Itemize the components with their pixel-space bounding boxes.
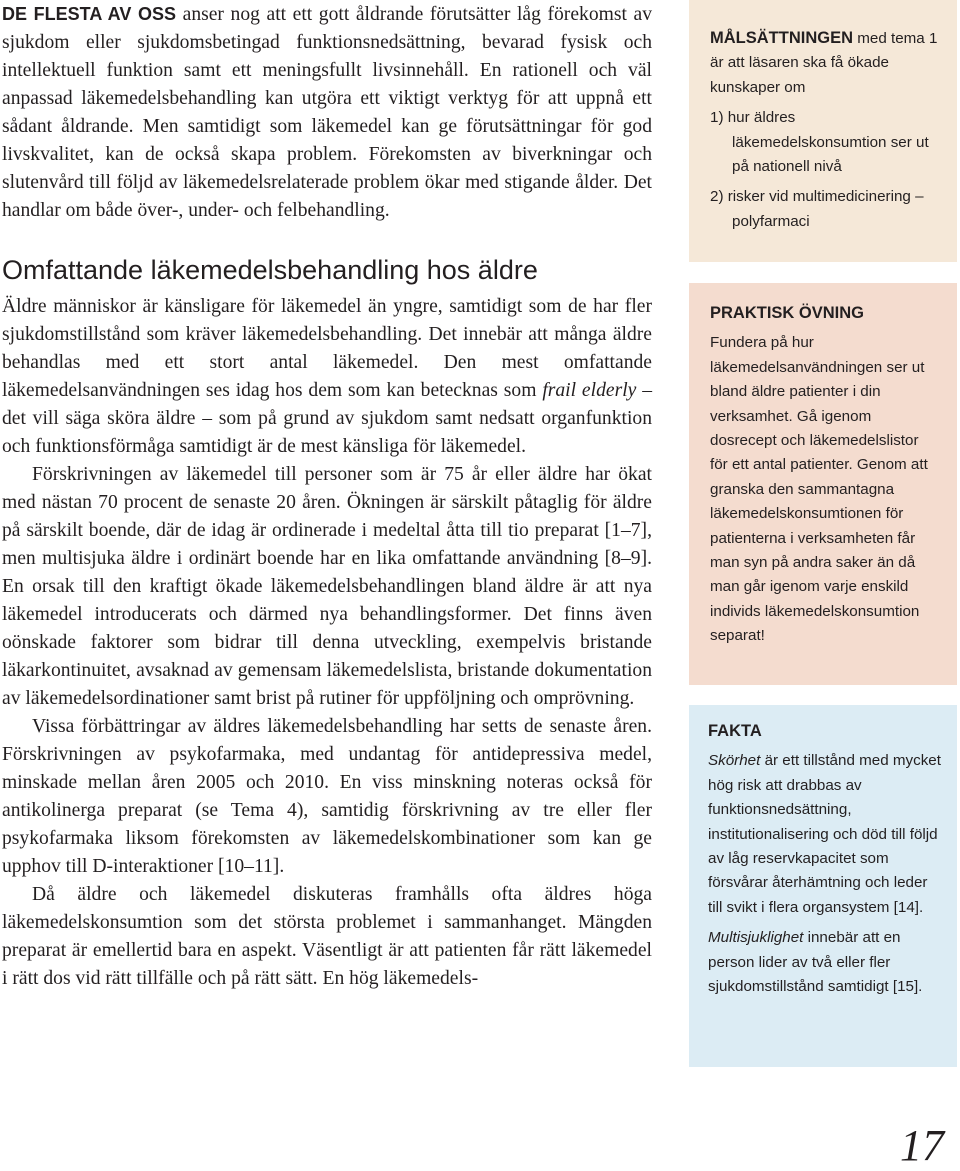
facts-box	[689, 705, 957, 1067]
facts-def-multimorbidity: innebär att en person lider av två eller fler sjukdomstillstånd samtidigt [15].	[708, 929, 923, 996]
goals-intro	[710, 26, 941, 100]
p1-italic-term: frail elderly	[542, 380, 637, 401]
intro-text: anser nog att ett gott åldrande förutsätter låg förekomst av sjukdom eller sjukdomsbetingad funktionsnedsättning, bevarad fysisk och intellektuell funktion samt ett meningsfullt livsinnehåll. En rationell och väl anpassad läkemedelsbehandling kan utgöra ett viktigt verktyg för att uppnå ett sådant åldrande. Men samtidigt som läkemedel kan ge förutsättningar för god livskvalitet, kan de också skapa problem. Förekomsten av biverkningar och slutenvård till följd av läkemedelsrelaterade problem ökar med stigande ålder. Det handlar om både över-, under- och felbehandling.	[2, 4, 652, 221]
facts-title: FAKTA	[708, 722, 762, 740]
goals-item: 2) risker vid multimedicinering – polyfarmaci	[710, 188, 924, 230]
p1-text-after: – det vill säga sköra äldre – som på grund av sjukdom samt nedsatt organfunktion och funktionsförmåga samtidigt är de mest känsliga för läkemedel.	[2, 380, 653, 457]
page-number: 17	[900, 1121, 944, 1170]
goals-title: MÅLSÄTTNINGEN	[710, 29, 853, 47]
intro-paragraph	[2, 0, 652, 225]
practice-text: Fundera på hur läkemedelsanvändningen ser ut bland äldre patienter i din verksamhet. Gå igenom dosrecept och läkemedelslistor för ett antal patienter. Genom att granska den sammantagna läkemedelskonsumtionen för patienterna i verksamheten får man syn på andra saker än då man går igenom varje enskild individs läkemedelskonsumtion separat!	[710, 334, 928, 645]
facts-definition-frailty	[708, 749, 943, 920]
practice-box	[689, 283, 957, 685]
main-column	[2, 0, 652, 993]
body-paragraph-1	[2, 293, 652, 461]
goals-list	[710, 106, 941, 234]
body-paragraph-3: Vissa förbättringar av äldres läkemedelsbehandling har setts de senaste åren. Förskrivningen av psykofarmaka, med undantag för antidepressiva medel, minskade mellan åren 2005 och 2010. En viss minskning noteras också för antikolinerga preparat (se Tema 4), samtidig förskrivning av tre eller fler psykofarmaka liksom förekomsten av läkemedelskombinationer som kan ge upphov till D-interaktioner [10–11].	[2, 716, 652, 877]
goals-item: 1) hur äldres läkemedelskonsumtion ser ut på nationell nivå	[710, 109, 929, 176]
section-heading: Omfattande läkemedelsbehandling hos äldre	[2, 255, 538, 285]
practice-title: PRAKTISK ÖVNING	[710, 304, 865, 322]
facts-def-frailty: är ett tillstånd med mycket hög risk att drabbas av funktionsnedsättning, institutionalisering och död till följd av låg reservkapacitet som försvårar återhämtning och leder till svikt i flera organsystem [14].	[708, 752, 941, 916]
p1-text-before: Äldre människor är känsligare för läkemedel än yngre, samtidigt som de har fler sjukdomstillstånd som kräver läkemedelsbehandling. Det innebär att många äldre behandlas med ett stort antal läkemedel. Den mest omfattande läkemedelsanvändningen ses idag hos dem som kan betecknas som	[2, 296, 652, 401]
intro-lead-label: DE FLESTA AV OSS	[2, 4, 177, 24]
goals-intro-text: med tema 1 är att läsaren ska få ökade kunskaper om	[710, 30, 938, 96]
facts-term-frailty: Skörhet	[708, 752, 761, 770]
goals-box	[689, 0, 957, 262]
body-paragraph-2: Förskrivningen av läkemedel till personer som är 75 år eller äldre har ökat med nästan 70 procent de senaste 20 åren. Ökningen är särskilt påtaglig för äldre på särskilt boende, där de idag är ordinerade i medeltal åtta till tio preparat [1–7], men multisjuka äldre i ordinärt boende har en lika omfattande användning [8–9]. En orsak till den kraftigt ökade läkemedelsbehandlingen bland äldre är att nya läkemedel introducerats och därmed nya behandlingsformer. Det finns även oönskade faktorer som bidrar till denna utveckling, exempelvis bristande läkarkontinuitet, avsaknad av gemensam läkemedelslista, bristande dokumentation av läkemedelsordinationer samt brist på rutiner för uppföljning och omprövning.	[2, 464, 652, 709]
facts-term-multimorbidity: Multisjuklighet	[708, 929, 804, 947]
body-paragraph-4: Då äldre och läkemedel diskuteras framhålls ofta äldres höga läkemedelskonsumtion som det största problemet i sammanhanget. Mängden preparat är emellertid bara en aspekt. Väsentligt är att patienten får rätt läkemedel i rätt dos vid rätt tillfälle och på rätt sätt. En hög läkemedels-	[2, 884, 652, 989]
facts-definition-multimorbidity	[708, 926, 943, 999]
